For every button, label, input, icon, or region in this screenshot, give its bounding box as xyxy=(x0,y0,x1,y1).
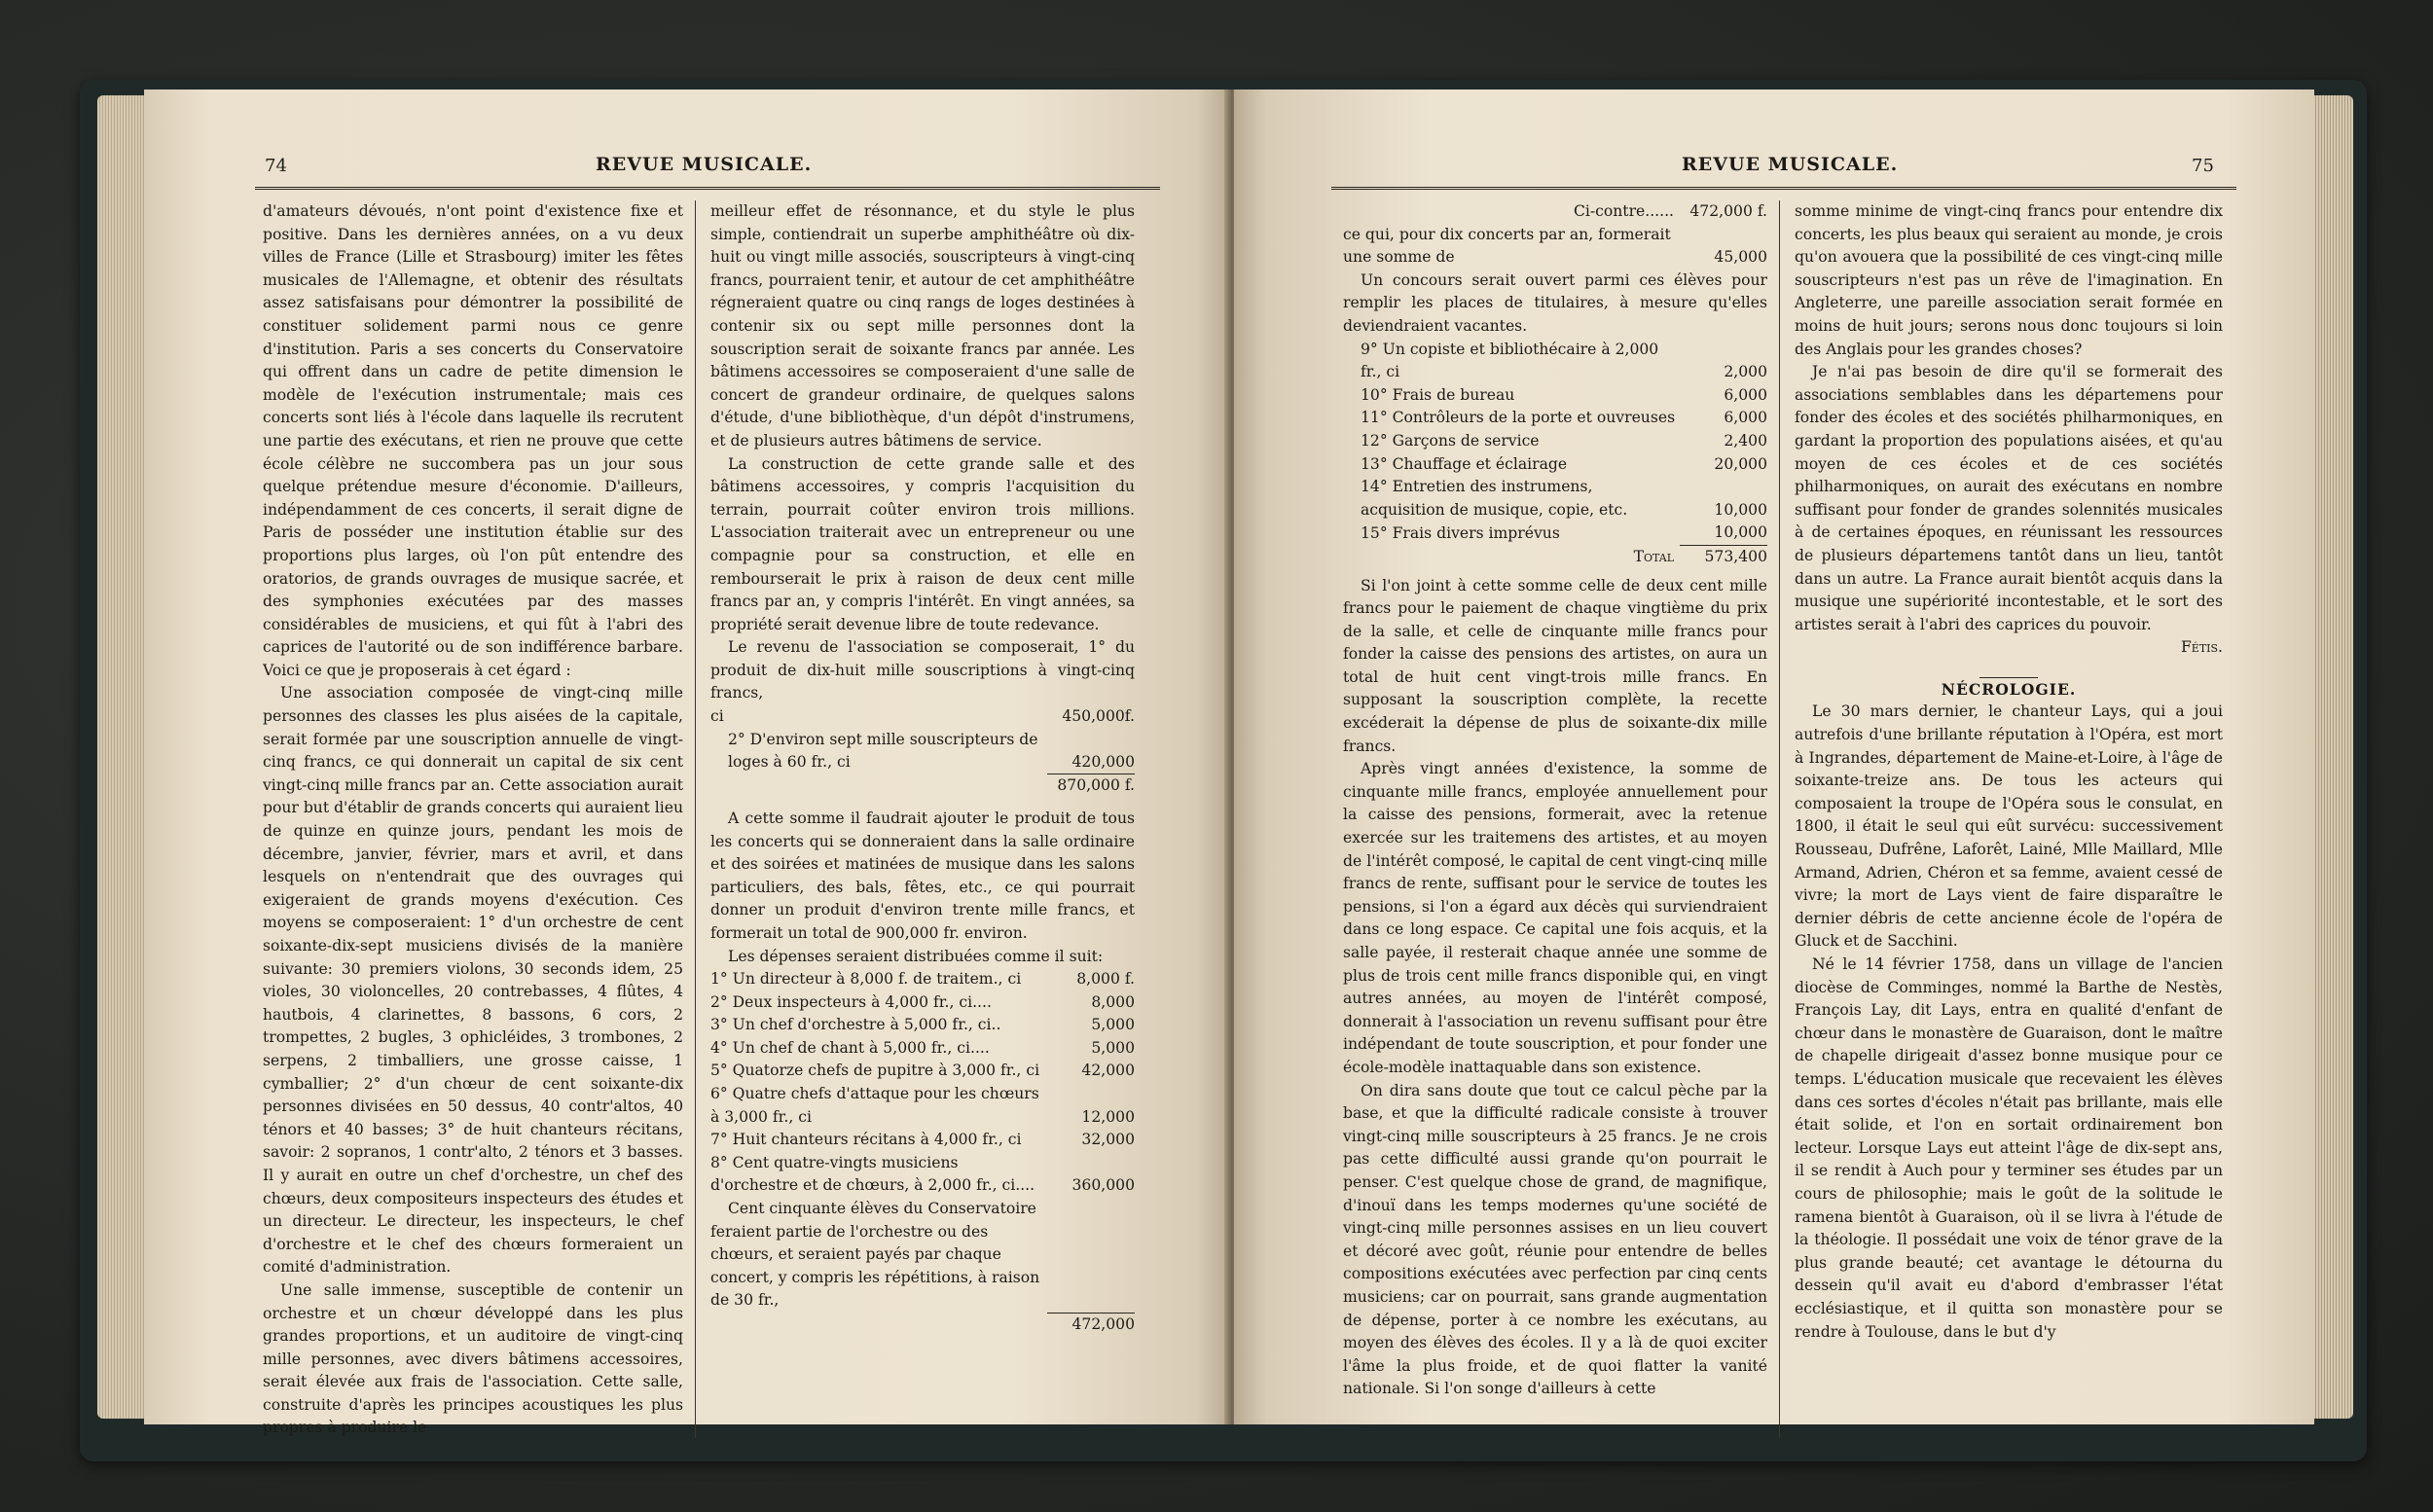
row-value: 6,000 xyxy=(1724,385,1767,404)
row-value: 42,000 xyxy=(1081,1062,1135,1080)
paragraph: Les dépenses seraient distribuées comme il suit: xyxy=(728,947,1104,965)
table-row xyxy=(1343,384,1767,408)
row-value: 12,000 xyxy=(1081,1107,1135,1126)
table-row xyxy=(1343,407,1767,430)
table-row xyxy=(710,991,1135,1015)
expense-table-left xyxy=(710,968,1135,1198)
row-value: 6,000 xyxy=(1724,409,1767,427)
table-row xyxy=(710,705,1135,729)
row-label: 7° Huit chanteurs récitans à 4,000 fr., ci xyxy=(710,1131,1022,1149)
paragraph: Le 30 mars dernier, le chanteur Lays, qui a joui autrefois d'une brillante réputation à l'Opéra, est mort à Ingrandes, département de Maine-et-Loire, à l'âge de soixante-treize ans. De tous les acteurs qui composaient la troupe de l'Opéra sous le consulat, en 1800, il était le seul qui eût survécu: successivement Rousseau, Dufrêne, Laforêt, Lainé, Mlle Maillard, Mlle Armand, Adrien, Chéron et sa femme, avaient cessé de vivre; la mort de Lays vient de faire disparaître le dernier débris de cette ancienne école de l'opéra de Gluck et de Sacchini. xyxy=(1795,702,2223,951)
paragraph: meilleur effet de résonnance, et du style le plus simple, contiendrait un superbe amphithéâtre où dix-huit ou vingt mille associés, souscripteurs à vingt-cinq francs, pourraient tenir, et autour de cet amphithéâtre régneraient quatre ou cinq rangs de loges destinées à contenir six ou sept mille personnes dont la souscription serait de soixante francs par année. Les bâtimens accessoires se composeraient d'une salle de concert de grandeur ordinaire, de quelques salons d'étude, d'une bibliothèque, d'un dépôt d'instrumens, et de plusieurs autres bâtimens de service. xyxy=(710,202,1135,450)
table-row xyxy=(710,1129,1135,1152)
table-row xyxy=(1343,522,1767,545)
table-row xyxy=(710,968,1135,991)
row-value: 20,000 xyxy=(1714,454,1767,473)
paragraph: Le revenu de l'association se composerait, 1° du produit de dix-huit mille souscriptions à vingt-cinq francs, xyxy=(710,638,1135,702)
page-number-right: 75 xyxy=(2192,156,2214,176)
row-value: 10,000 xyxy=(1714,523,1767,542)
row-value: 472,000 f. xyxy=(1689,202,1767,220)
row-value: 8,000 xyxy=(1091,992,1135,1011)
row-value: 420,000 xyxy=(1071,752,1135,771)
row-label: 11° Contrôleurs de la porte et ouvreuses xyxy=(1361,409,1676,427)
row-value: 360,000 xyxy=(1071,1176,1135,1195)
left-page xyxy=(144,90,1229,1437)
header-rule-right xyxy=(1331,187,2236,190)
right-page xyxy=(1234,90,2314,1424)
page-header-right: REVUE MUSICALE. xyxy=(1682,154,1899,175)
row-label: 8° Cent quatre-vingts musiciens d'orchestre et de chœurs, à 2,000 fr., ci.... xyxy=(710,1153,1035,1195)
row-label: 10° Frais de bureau xyxy=(1361,385,1515,404)
row-value: 2,400 xyxy=(1724,431,1767,450)
header-rule-left xyxy=(255,187,1160,190)
paragraph: Une salle immense, susceptible de contenir un orchestre et un chœur développé dans les plus grandes proportions, et un auditoire de vingt-cinq mille personnes, avec divers bâtimens accessoires, serait élevée aux frais de l'association. Cette salle, construite d'après les principes acoustiques les plus propres à produire le xyxy=(263,1280,683,1437)
paragraph: somme minime de vingt-cinq francs pour entendre dix concerts, les plus beaux qui seraient au monde, je crois qu'on avouera que la possibilité de ces vingt-cinq mille souscripteurs n'est pas un rêve de l'imagination. En Angleterre, une pareille association serait formée en moins de huit jours; serons nous donc toujours si loin des Anglais pour les grandes choses? xyxy=(1795,202,2223,358)
row-label: 2° Deux inspecteurs à 4,000 fr., ci.... xyxy=(710,992,992,1011)
row-label: 14° Entretien des instrumens, acquisition de musique, copie, etc. xyxy=(1361,478,1628,519)
column-separator xyxy=(1779,200,1780,1438)
table-row xyxy=(1343,339,1767,384)
row-value: 10,000 xyxy=(1714,500,1767,519)
paragraph: Après vingt années d'existence, la somme de cinquante mille francs, employée annuellement pour la caisse des pensions, formerait, avec la retenue exercée sur les traitemens des artistes, et au moyen de l'intérêt composé, le capital de cent vingt-cinq mille francs de rente, suffisant pour le service de toutes les pensions, si l'on a égard aux décès qui surviendraient dans ce long espace. Ce capital une fois acquis, et la salle payée, il resterait chaque année une somme de plus de trois cent mille francs disponible qui, en vingt autres années, au moyen de l'intérêt composé, donnerait à l'association un revenu suffisant pour être indépendant de toute souscription, et pour fonder une école-modèle inattaquable dans son existence. xyxy=(1343,760,1767,1076)
left-column-1 xyxy=(263,200,683,1440)
row-label: 5° Quatorze chefs de pupitre à 3,000 fr., ci xyxy=(710,1062,1040,1080)
row-label: 9° Un copiste et bibliothécaire à 2,000 fr., ci xyxy=(1361,340,1659,381)
row-label: 6° Quatre chefs d'attaque pour les chœurs à 3,000 fr., ci xyxy=(710,1085,1039,1126)
table-row xyxy=(710,1060,1135,1083)
row-value: 32,000 xyxy=(1081,1131,1135,1149)
paragraph: Né le 14 février 1758, dans un village de l'ancien diocèse de Comminges, nommé la Barthe de Nestès, François Lay, dit Lays, entra en qualité d'enfant de chœur dans le monastère de Guaraison, dont le maître de chapelle dirigeait d'assez bonne musique pour ce temps. L'éducation musicale que recevaient les élèves dans ces sortes d'écoles n'était pas brillante, mais elle était solide, et l'on en sortait ordinairement bon lecteur. Lorsque Lays eut atteint l'âge de dix-sept ans, il se rendit à Auch pour y terminer ses études par un cours de philosophie; mais le goût de la solitude le ramena bientôt à Guaraison, où il se livra à l'étude de la théologie. Il possédait une voix de ténor grave de la plus grande beauté; cet avantage le détourna du dessein qu'il avait eu d'abord d'embrasser l'état ecclésiastique, et il quitta son monastère pour se rendre à Toulouse, dans le but d'y xyxy=(1795,955,2223,1341)
total-value: 573,400 xyxy=(1680,545,1767,568)
row-label: 1° Un directeur à 8,000 f. de traitem., ci xyxy=(710,970,1022,989)
table-row xyxy=(710,1083,1135,1129)
row-value: 45,000 xyxy=(1714,248,1767,267)
left-column-2 xyxy=(710,200,1135,1336)
row-value: 450,000f. xyxy=(1062,707,1135,726)
carry-value: 472,000 xyxy=(1047,1313,1135,1336)
revenue-table xyxy=(710,705,1135,798)
table-row xyxy=(710,1198,1135,1313)
right-column-1 xyxy=(1343,200,1767,1401)
table-row xyxy=(1343,200,1767,224)
signature: Fétis. xyxy=(2180,638,2223,657)
table-row xyxy=(710,1037,1135,1061)
row-value: 5,000 xyxy=(1091,1038,1135,1057)
row-label: 2° D'environ sept mille souscripteurs de loges à 60 fr., ci xyxy=(728,730,1038,772)
table-row xyxy=(710,1014,1135,1037)
table-row xyxy=(710,1152,1135,1198)
paragraph: A cette somme il faudrait ajouter le produit de tous les concerts qui se donneraient dans la salle ordinaire et des soirées et matinées de musique dans les salons particuliers, des bals, fêtes, etc., ce qui pourrait donner un produit d'environ trente mille francs, et formerait un total de 900,000 fr. environ. xyxy=(710,809,1135,942)
section-title: NÉCROLOGIE. xyxy=(1941,679,2077,699)
paragraph: On dira sans doute que tout ce calcul pèche par la base, et que la difficulté radicale consiste à trouver vingt-cinq mille souscripteurs à 25 francs. Je ne crois pas cette difficulté aussi grande qu'on pourrait le penser. C'est quelque chose de grand, de magnifique, d'inouï dans les temps modernes qu'une société de vingt-cinq mille personnes assises en un lieu couvert et décoré avec goût, réunie pour entendre de belles compositions exécutées avec perfection par cinq cents musiciens; car on pourrait, sans grande augmentation de dépense, porter à ce nombre les exécutans, au moyen des élèves des écoles. Il y a là de quoi exciter l'âme la plus froide, et de quoi flatter la vanité nationale. Si l'on songe d'ailleurs à cette xyxy=(1343,1081,1767,1398)
row-label: 15° Frais divers imprévus xyxy=(1361,523,1560,542)
page-edges-right xyxy=(2310,95,2353,1419)
row-value: 8,000 f. xyxy=(1076,970,1135,989)
paragraph: Je n'ai pas besoin de dire qu'il se formerait des associations semblables dans les départemens pour fonder des écoles et des sociétés philharmoniques, en gardant la proportion des populations aisées, et qu'au moyen de ces écoles et de ces sociétés philharmoniques, on aurait des exécutans en nombre suffisant pour fonder de grandes solennités musicales à de certaines époques, en réunissant les ressources de plusieurs départemens tantôt dans un lieu, tantôt dans un autre. La France aurait bientôt acquis dans la musique une supériorité incontestable, et le sort des artistes serait à l'abri des caprices du pouvoir. xyxy=(1795,363,2223,633)
page-header-left: REVUE MUSICALE. xyxy=(596,154,813,175)
page-edges-left xyxy=(97,95,148,1419)
row-value: 2,000 xyxy=(1724,363,1767,381)
table-row xyxy=(1343,430,1767,453)
revenue-total: 870,000 f. xyxy=(1047,774,1135,798)
total-label: Total xyxy=(1633,547,1674,565)
column-separator xyxy=(695,200,696,1438)
row-label: ci xyxy=(710,707,724,726)
table-row xyxy=(1343,453,1767,477)
row-label: 12° Garçons de service xyxy=(1361,431,1540,450)
carry-table xyxy=(1343,200,1767,270)
paragraph: Une association composée de vingt-cinq mille personnes des classes les plus aisées de la capitale, serait formée par une souscription annuelle de vingt-cinq francs, ce qui donnerait un capital de six cent vingt-cinq mille francs par an. Cette association aurait pour but d'établir de grands concerts qui auraient lieu de quinze en quinze jours, pendant les mois de décembre, janvier, février, mars et avril, et dans lesquels on n'entendrait que des ouvrages qui exigeraient de grands moyens d'exécution. Ces moyens se composeraient: 1° d'un orchestre de cent soixante-dix-sept musiciens divisés de la manière suivante: 30 premiers violons, 30 seconds idem, 25 violes, 30 violoncelles, 20 contrebasses, 4 flûtes, 4 hautbois, 4 clarinettes, 8 bassons, 6 cors, 2 trompettes, 2 bugles, 3 ophicléides, 3 trombones, 2 serpens, 2 timballiers, une grosse caisse, 1 cymballier; 2° d'un chœur de cent soixante-dix personnes divisées en 50 dessus, 40 contr'altos, 40 ténors et 40 basses; 3° de huit chanteurs récitans, savoir: 2 sopranos, 1 contr'alto, 2 ténors et 3 basses. Il y aurait en outre un chef d'orchestre, un chef des chœurs, deux compositeurs inspecteurs des études et un directeur. Le directeur, les inspecteurs, le chef d'orchestre et le chef des chœurs formeraient un comité d'administration. xyxy=(263,684,683,1277)
row-label: 4° Un chef de chant à 5,000 fr., ci.... xyxy=(710,1038,990,1057)
row-label: 3° Un chef d'orchestre à 5,000 fr., ci.. xyxy=(710,1016,1001,1034)
paragraph: Un concours serait ouvert parmi ces élèves pour remplir les places de titulaires, à mesure qu'elles deviendraient vacantes. xyxy=(1343,270,1767,335)
paragraph: La construction de cette grande salle et des bâtimens accessoires, y compris l'acquisition du terrain, pourrait coûter environ trois millions. L'association traiterait avec un entrepreneur ou une compagnie pour sa construction, et elle en rembourserait le prix à raison de deux cent mille francs par an, y compris l'intérêt. En vingt années, sa propriété serait devenue libre de toute redevance. xyxy=(710,454,1135,633)
paragraph: Si l'on joint à cette somme celle de deux cent mille francs pour le paiement de chaque vingtième du prix de la salle, et celle de cinquante mille francs pour fonder la caisse des pensions des artistes, on aura un total de huit cent vingt-trois mille francs. En supposant la souscription complète, la recette excéderait la dépense de plus de soixante-dix mille francs. xyxy=(1343,576,1767,755)
page-number-left: 74 xyxy=(265,156,287,176)
row-label: 13° Chauffage et éclairage xyxy=(1361,454,1568,473)
row-label: Ci-contre...... xyxy=(1573,202,1674,220)
table-row xyxy=(1343,545,1767,568)
table-row xyxy=(1343,224,1767,270)
table-row xyxy=(1343,476,1767,522)
row-label: Cent cinquante élèves du Conservatoire feraient partie de l'orchestre ou des chœurs, et seraient payés par chaque concert, y compris les répétitions, à raison de 30 fr., xyxy=(710,1200,1040,1310)
row-label: ce qui, pour dix concerts par an, formerait une somme de xyxy=(1343,225,1671,267)
students-row xyxy=(710,1198,1135,1336)
table-row xyxy=(710,774,1135,798)
table-row xyxy=(710,729,1135,774)
paragraph: d'amateurs dévoués, n'ont point d'existence fixe et positive. Dans les dernières années, on a vu deux villes de France (Lille et Strasbourg) imiter les fêtes musicales de l'Allemagne, et obtenir des résultats assez satisfaisans pour démontrer la possibilité de constituer solidement parmi nous ce genre d'institution. Paris a ses concerts du Conservatoire qui offrent dans un cadre de petite dimension le modèle de l'exécution instrumentale; mais ces concerts sont liés à l'école dans laquelle ils recrutent une partie des exécutans, et rien ne prouve que cette école célèbre ne succombera pas un jour sous quelque prétendue mesure d'économie. D'ailleurs, indépendamment de ces concerts, il serait digne de Paris de posséder une institution établie sur des proportions plus larges, où l'on pût entendre des oratorios, de grands ouvrages de musique sacrée, et des symphonies exécutées par des masses considérables de musiciens, et qui fût à l'abri des caprices de l'autorité ou de son indifférence barbare. Voici ce que je proposerais à cet égard : xyxy=(263,202,683,679)
expense-table-right xyxy=(1343,339,1767,569)
right-column-2 xyxy=(1795,200,2223,1344)
row-value: 5,000 xyxy=(1091,1016,1135,1034)
table-row xyxy=(710,1313,1135,1336)
